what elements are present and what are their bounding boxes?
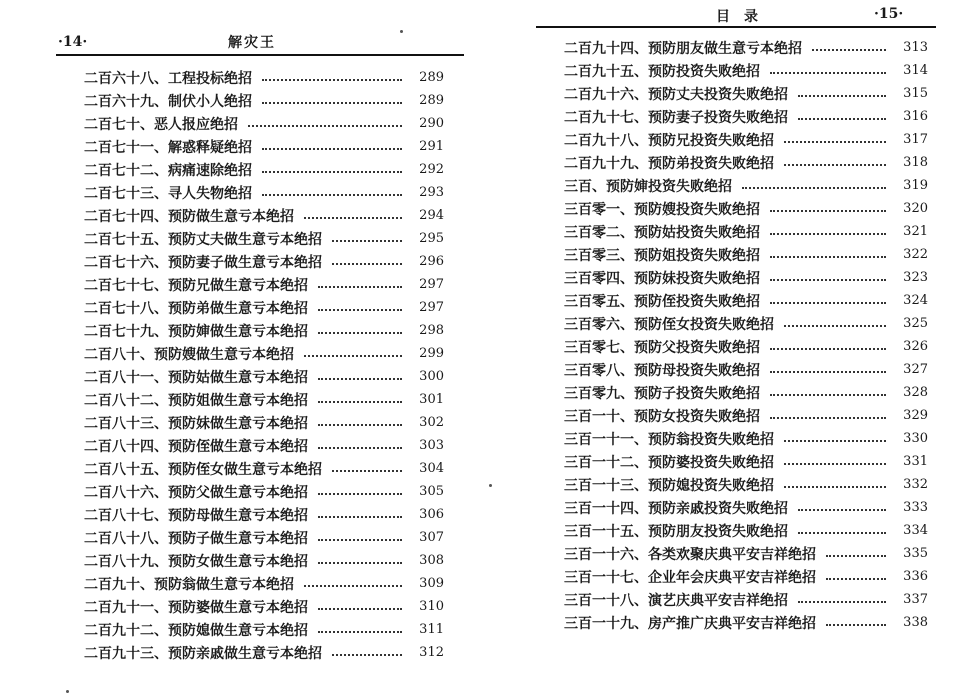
dot-leader	[332, 470, 402, 472]
dot-leader	[318, 401, 402, 403]
toc-entry	[84, 411, 444, 434]
toc-entry	[84, 388, 444, 411]
dot-leader	[318, 447, 402, 449]
header-rule	[56, 54, 464, 56]
entry-title: 二百八十、预防嫂做生意亏本绝招	[84, 346, 294, 363]
dot-leader	[784, 325, 886, 327]
entry-title: 二百九十六、预防丈夫投资失败绝招	[564, 86, 788, 103]
entry-title: 三百、预防婶投资失败绝招	[564, 178, 732, 195]
entry-page-number: 334	[903, 523, 928, 538]
toc-entry	[564, 174, 928, 197]
entry-title: 三百零七、预防父投资失败绝招	[564, 339, 760, 356]
entry-title: 二百八十八、预防子做生意亏本绝招	[84, 530, 308, 547]
entry-page-number: 323	[903, 270, 928, 285]
toc-entry	[84, 342, 444, 365]
scan-speck	[66, 690, 69, 693]
toc-entry	[84, 618, 444, 641]
entry-page-number: 293	[419, 185, 444, 200]
entry-title: 三百零九、预防子投资失败绝招	[564, 385, 760, 402]
entry-page-number: 309	[419, 576, 444, 591]
dot-leader	[262, 79, 402, 81]
entry-page-number: 299	[419, 346, 444, 361]
dot-leader	[318, 309, 402, 311]
dot-leader	[318, 631, 402, 633]
toc-entry	[84, 296, 444, 319]
toc-entry	[564, 243, 928, 266]
dot-leader	[826, 555, 886, 557]
entry-title: 三百零六、预防侄女投资失败绝招	[564, 316, 774, 333]
entry-page-number: 338	[903, 615, 928, 630]
entry-title: 二百六十八、工程投标绝招	[84, 70, 252, 87]
entry-page-number: 329	[903, 408, 928, 423]
dot-leader	[318, 608, 402, 610]
scan-speck	[400, 30, 403, 33]
dot-leader	[784, 440, 886, 442]
dot-leader	[798, 118, 886, 120]
dot-leader	[798, 509, 886, 511]
page-number: ·14·	[58, 34, 88, 50]
entry-page-number: 333	[903, 500, 928, 515]
dot-leader	[318, 539, 402, 541]
dot-leader	[770, 210, 886, 212]
entry-page-number: 297	[419, 277, 444, 292]
dot-leader	[262, 171, 402, 173]
entry-title: 二百九十一、预防婆做生意亏本绝招	[84, 599, 308, 616]
toc-entry	[564, 381, 928, 404]
entry-page-number: 308	[419, 553, 444, 568]
toc-entry	[84, 66, 444, 89]
entry-title: 二百九十二、预防媳做生意亏本绝招	[84, 622, 308, 639]
dot-leader	[332, 654, 402, 656]
entry-title: 二百七十四、预防做生意亏本绝招	[84, 208, 294, 225]
dot-leader	[742, 187, 886, 189]
dot-leader	[332, 263, 402, 265]
toc-entry	[564, 197, 928, 220]
toc-entry	[564, 59, 928, 82]
entry-page-number: 290	[419, 116, 444, 131]
entry-page-number: 318	[903, 155, 928, 170]
entry-title: 三百一十五、预防朋友投资失败绝招	[564, 523, 788, 540]
toc-entry	[84, 595, 444, 618]
dot-leader	[784, 164, 886, 166]
dot-leader	[770, 233, 886, 235]
entry-title: 二百七十、恶人报应绝招	[84, 116, 238, 133]
toc-entry	[84, 572, 444, 595]
entry-page-number: 336	[903, 569, 928, 584]
toc-entry	[564, 266, 928, 289]
entry-page-number: 300	[419, 369, 444, 384]
entry-page-number: 289	[419, 93, 444, 108]
dot-leader	[248, 125, 402, 127]
toc-entry	[564, 519, 928, 542]
dot-leader	[770, 371, 886, 373]
entry-page-number: 314	[903, 63, 928, 78]
page-number: ·15·	[874, 6, 904, 22]
entry-title: 三百一十六、各类欢聚庆典平安吉祥绝招	[564, 546, 816, 563]
toc-entry	[564, 358, 928, 381]
entry-page-number: 302	[419, 415, 444, 430]
entry-title: 三百一十九、房产推广庆典平安吉祥绝招	[564, 615, 816, 632]
dot-leader	[262, 194, 402, 196]
entry-title: 三百零一、预防嫂投资失败绝招	[564, 201, 760, 218]
dot-leader	[304, 217, 402, 219]
entry-page-number: 320	[903, 201, 928, 216]
entry-page-number: 311	[419, 622, 444, 637]
dot-leader	[770, 279, 886, 281]
entry-title: 二百七十二、病痛速除绝招	[84, 162, 252, 179]
toc-entry	[84, 89, 444, 112]
entry-page-number: 312	[419, 645, 444, 660]
toc-entry	[564, 105, 928, 128]
dot-leader	[318, 286, 402, 288]
entry-title: 二百九十五、预防投资失败绝招	[564, 63, 760, 80]
toc-entry	[84, 158, 444, 181]
entry-page-number: 296	[419, 254, 444, 269]
entry-page-number: 292	[419, 162, 444, 177]
entry-title: 三百一十四、预防亲戚投资失败绝招	[564, 500, 788, 517]
toc-entry	[564, 312, 928, 335]
toc-entry	[564, 542, 928, 565]
toc-entry	[564, 82, 928, 105]
entry-title: 二百八十一、预防姑做生意亏本绝招	[84, 369, 308, 386]
toc-entry	[84, 641, 444, 664]
dot-leader	[318, 516, 402, 518]
dot-leader	[770, 256, 886, 258]
entry-page-number: 330	[903, 431, 928, 446]
entry-title: 二百八十六、预防父做生意亏本绝招	[84, 484, 308, 501]
dot-leader	[770, 302, 886, 304]
running-title: 解灾王	[228, 35, 276, 51]
entry-title: 二百七十八、预防弟做生意亏本绝招	[84, 300, 308, 317]
entry-title: 三百零四、预防妹投资失败绝招	[564, 270, 760, 287]
dot-leader	[826, 578, 886, 580]
entry-title: 三百一十八、演艺庆典平安吉祥绝招	[564, 592, 788, 609]
toc-entry	[564, 427, 928, 450]
toc-entry	[84, 457, 444, 480]
toc-entry	[564, 611, 928, 634]
toc-entry	[564, 289, 928, 312]
entry-title: 二百八十三、预防妹做生意亏本绝招	[84, 415, 308, 432]
dot-leader	[784, 486, 886, 488]
dot-leader	[262, 102, 402, 104]
running-title: 目录	[716, 9, 772, 25]
toc-list	[564, 36, 928, 634]
entry-title: 二百七十六、预防妻子做生意亏本绝招	[84, 254, 322, 271]
dot-leader	[770, 72, 886, 74]
toc-entry	[84, 319, 444, 342]
dot-leader	[798, 601, 886, 603]
entry-page-number: 306	[419, 507, 444, 522]
toc-entry	[84, 365, 444, 388]
entry-title: 三百一十二、预防婆投资失败绝招	[564, 454, 774, 471]
entry-title: 二百八十五、预防侄女做生意亏本绝招	[84, 461, 322, 478]
dot-leader	[318, 562, 402, 564]
toc-entry	[84, 503, 444, 526]
entry-page-number: 303	[419, 438, 444, 453]
entry-page-number: 297	[419, 300, 444, 315]
toc-entry	[564, 473, 928, 496]
dot-leader	[304, 355, 402, 357]
entry-title: 三百一十七、企业年会庆典平安吉祥绝招	[564, 569, 816, 586]
entry-page-number: 327	[903, 362, 928, 377]
header-rule	[536, 26, 936, 28]
toc-entry	[84, 480, 444, 503]
entry-title: 二百七十七、预防兄做生意亏本绝招	[84, 277, 308, 294]
toc-entry	[564, 450, 928, 473]
dot-leader	[318, 493, 402, 495]
toc-entry	[84, 112, 444, 135]
entry-page-number: 307	[419, 530, 444, 545]
toc-entry	[564, 404, 928, 427]
toc-entry	[564, 565, 928, 588]
entry-page-number: 335	[903, 546, 928, 561]
entry-title: 二百八十七、预防母做生意亏本绝招	[84, 507, 308, 524]
toc-entry	[84, 250, 444, 273]
toc-list	[84, 66, 444, 664]
toc-entry	[84, 204, 444, 227]
dot-leader	[770, 348, 886, 350]
dot-leader	[784, 463, 886, 465]
right-page	[480, 0, 960, 697]
entry-title: 二百九十、预防翁做生意亏本绝招	[84, 576, 294, 593]
entry-title: 三百零五、预防侄投资失败绝招	[564, 293, 760, 310]
entry-title: 二百八十二、预防姐做生意亏本绝招	[84, 392, 308, 409]
toc-entry	[84, 273, 444, 296]
entry-page-number: 325	[903, 316, 928, 331]
entry-page-number: 316	[903, 109, 928, 124]
entry-page-number: 337	[903, 592, 928, 607]
entry-page-number: 322	[903, 247, 928, 262]
entry-title: 三百零八、预防母投资失败绝招	[564, 362, 760, 379]
dot-leader	[770, 417, 886, 419]
toc-entry	[84, 549, 444, 572]
entry-page-number: 295	[419, 231, 444, 246]
toc-entry	[84, 135, 444, 158]
entry-page-number: 315	[903, 86, 928, 101]
entry-title: 三百零二、预防姑投资失败绝招	[564, 224, 760, 241]
dot-leader	[784, 141, 886, 143]
entry-page-number: 301	[419, 392, 444, 407]
scan-speck	[489, 484, 492, 487]
entry-page-number: 289	[419, 70, 444, 85]
entry-page-number: 305	[419, 484, 444, 499]
toc-entry	[564, 151, 928, 174]
entry-page-number: 317	[903, 132, 928, 147]
entry-title: 二百八十四、预防侄做生意亏本绝招	[84, 438, 308, 455]
entry-title: 二百八十九、预防女做生意亏本绝招	[84, 553, 308, 570]
entry-page-number: 328	[903, 385, 928, 400]
dot-leader	[826, 624, 886, 626]
toc-entry	[564, 36, 928, 59]
entry-title: 二百七十五、预防丈夫做生意亏本绝招	[84, 231, 322, 248]
entry-title: 二百七十三、寻人失物绝招	[84, 185, 252, 202]
entry-title: 三百一十三、预防媳投资失败绝招	[564, 477, 774, 494]
entry-title: 二百九十三、预防亲戚做生意亏本绝招	[84, 645, 322, 662]
toc-entry	[84, 526, 444, 549]
entry-page-number: 319	[903, 178, 928, 193]
dot-leader	[770, 394, 886, 396]
toc-entry	[564, 496, 928, 519]
entry-title: 二百七十一、解惑释疑绝招	[84, 139, 252, 156]
entry-page-number: 310	[419, 599, 444, 614]
dot-leader	[812, 49, 886, 51]
entry-title: 三百一十一、预防翁投资失败绝招	[564, 431, 774, 448]
entry-title: 二百七十九、预防婶做生意亏本绝招	[84, 323, 308, 340]
entry-title: 三百一十、预防女投资失败绝招	[564, 408, 760, 425]
entry-title: 二百六十九、制伏小人绝招	[84, 93, 252, 110]
toc-entry	[564, 220, 928, 243]
dot-leader	[798, 532, 886, 534]
entry-page-number: 294	[419, 208, 444, 223]
entry-title: 二百九十四、预防朋友做生意亏本绝招	[564, 40, 802, 57]
entry-title: 三百零三、预防姐投资失败绝招	[564, 247, 760, 264]
entry-page-number: 321	[903, 224, 928, 239]
dot-leader	[318, 378, 402, 380]
entry-page-number: 313	[903, 40, 928, 55]
dot-leader	[304, 585, 402, 587]
toc-entry	[564, 128, 928, 151]
dot-leader	[798, 95, 886, 97]
toc-entry	[564, 588, 928, 611]
toc-entry	[84, 434, 444, 457]
entry-page-number: 304	[419, 461, 444, 476]
entry-page-number: 324	[903, 293, 928, 308]
toc-entry	[84, 181, 444, 204]
dot-leader	[332, 240, 402, 242]
entry-title: 二百九十八、预防兄投资失败绝招	[564, 132, 774, 149]
entry-page-number: 326	[903, 339, 928, 354]
entry-page-number: 291	[419, 139, 444, 154]
dot-leader	[318, 424, 402, 426]
dot-leader	[262, 148, 402, 150]
dot-leader	[318, 332, 402, 334]
entry-page-number: 332	[903, 477, 928, 492]
toc-entry	[84, 227, 444, 250]
entry-title: 二百九十七、预防妻子投资失败绝招	[564, 109, 788, 126]
entry-page-number: 331	[903, 454, 928, 469]
toc-entry	[564, 335, 928, 358]
entry-title: 二百九十九、预防弟投资失败绝招	[564, 155, 774, 172]
entry-page-number: 298	[419, 323, 444, 338]
